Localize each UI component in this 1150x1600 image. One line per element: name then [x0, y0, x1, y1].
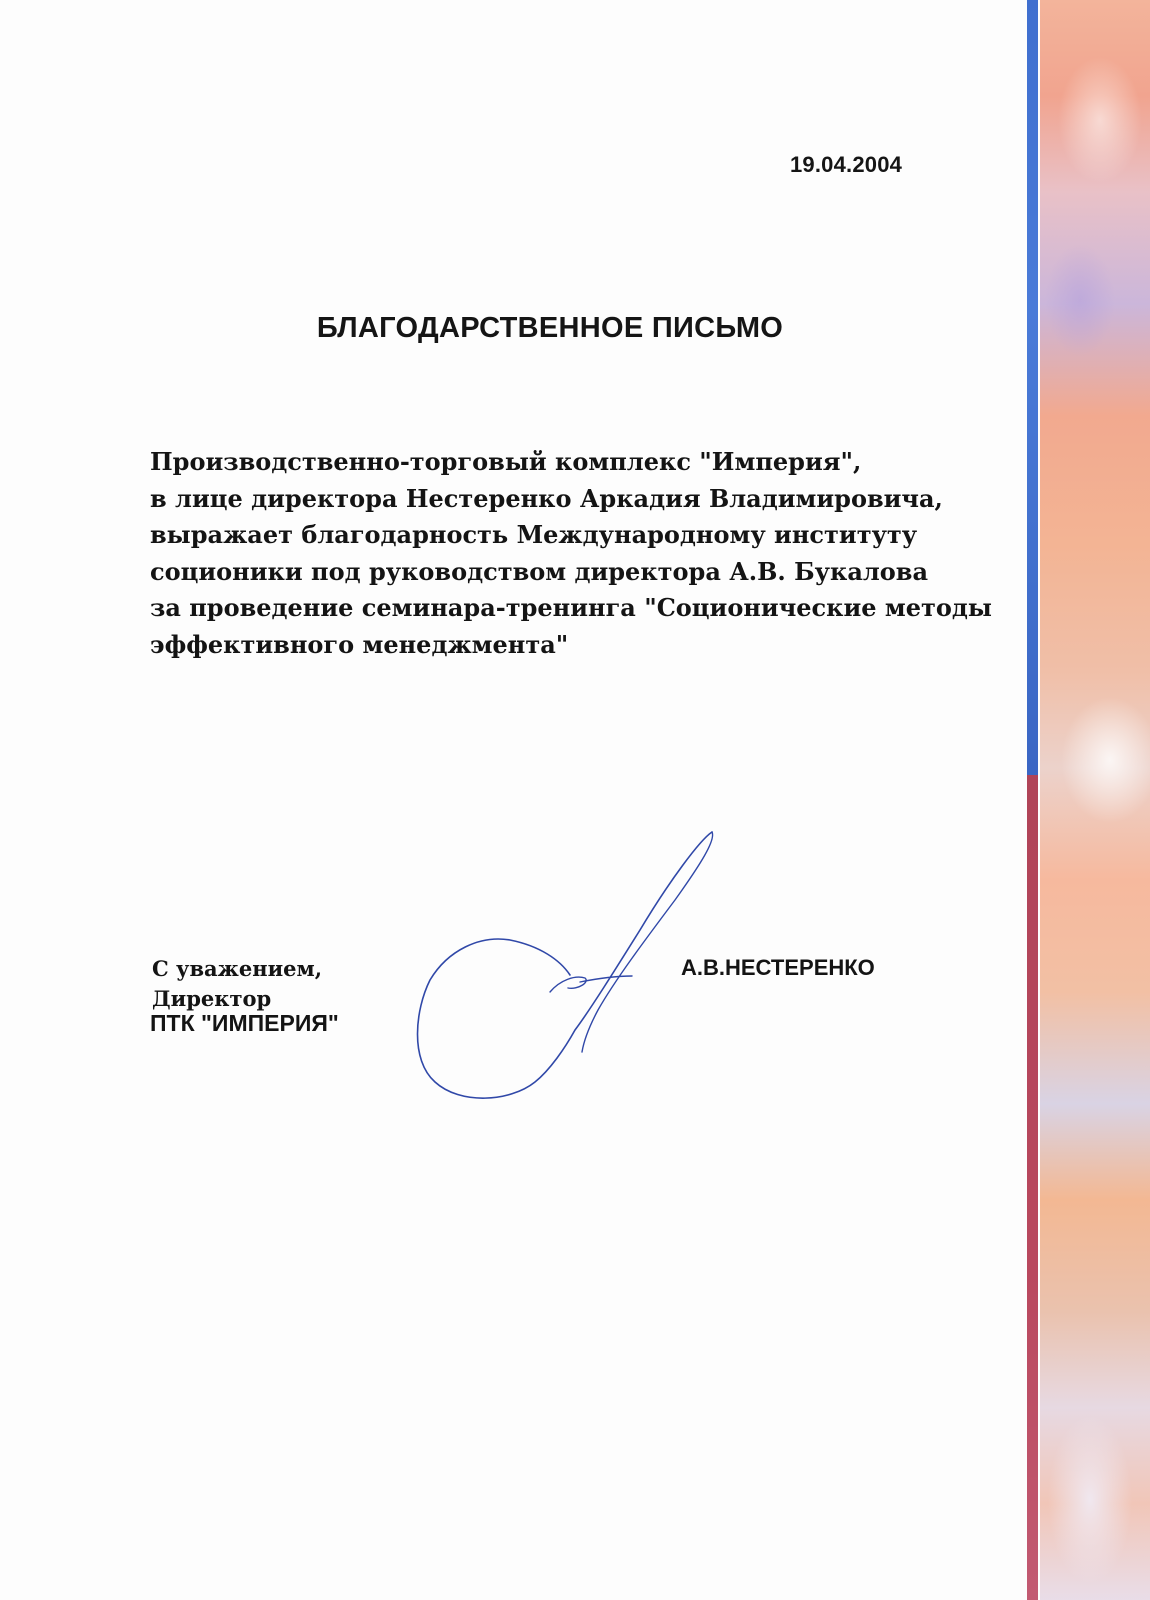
decorative-border-strip — [1040, 0, 1150, 1600]
blue-vertical-rule — [1027, 0, 1038, 775]
body-line: выражает благодарность Международному институту — [150, 520, 918, 549]
organization-name: ПТК "ИМПЕРИЯ" — [150, 1010, 339, 1036]
body-line: соционики под руководством директора А.В. Букалова — [150, 556, 929, 586]
body-line: за проведение семинара-тренинга "Соционические методы — [150, 593, 992, 622]
letter-body — [150, 444, 1020, 663]
letter-date: 19.04.2004 — [790, 152, 903, 177]
signer-position: Директор — [152, 986, 272, 1011]
closing-greeting: С уважением, — [152, 956, 323, 981]
letter-title: БЛАГОДАРСТВЕННОЕ ПИСЬМО — [316, 312, 784, 344]
body-line: эффективного менеджмента" — [150, 629, 569, 659]
signer-name: А.В.НЕСТЕРЕНКО — [681, 955, 875, 980]
body-line: в лице директора Нестеренко Аркадия Владимировича, — [150, 483, 943, 513]
body-line: Производственно-торговый комплекс "Империя", — [150, 447, 862, 476]
closing-block — [152, 954, 322, 1014]
red-vertical-rule — [1027, 775, 1038, 1600]
